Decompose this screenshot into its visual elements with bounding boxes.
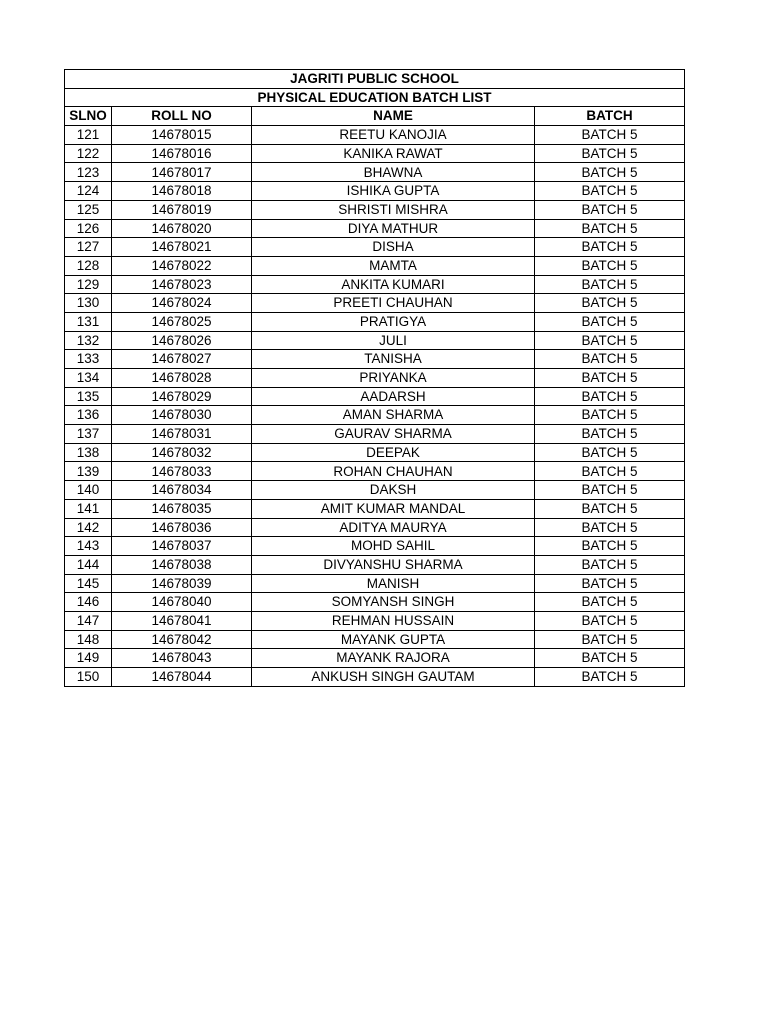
table-row (65, 275, 685, 294)
table-row (65, 649, 685, 668)
table-row (65, 163, 685, 182)
cell-slno: 140 (65, 481, 112, 500)
cell-roll-no: 14678035 (112, 499, 252, 518)
school-name: JAGRITI PUBLIC SCHOOL (65, 70, 685, 89)
cell-roll-no: 14678039 (112, 574, 252, 593)
cell-batch: BATCH 5 (535, 294, 685, 313)
table-row (65, 668, 685, 687)
cell-batch: BATCH 5 (535, 537, 685, 556)
cell-batch: BATCH 5 (535, 369, 685, 388)
list-title: PHYSICAL EDUCATION BATCH LIST (65, 88, 685, 107)
table-row (65, 331, 685, 350)
cell-name: ISHIKA GUPTA (252, 182, 535, 201)
cell-name: DAKSH (252, 481, 535, 500)
cell-roll-no: 14678036 (112, 518, 252, 537)
cell-batch: BATCH 5 (535, 256, 685, 275)
cell-batch: BATCH 5 (535, 555, 685, 574)
table-row (65, 350, 685, 369)
cell-slno: 148 (65, 630, 112, 649)
cell-name: MAYANK GUPTA (252, 630, 535, 649)
table-row (65, 294, 685, 313)
cell-batch: BATCH 5 (535, 406, 685, 425)
cell-slno: 141 (65, 499, 112, 518)
cell-name: BHAWNA (252, 163, 535, 182)
header-slno: SLNO (65, 107, 112, 126)
cell-batch: BATCH 5 (535, 481, 685, 500)
header-roll-no: ROLL NO (112, 107, 252, 126)
cell-name: PRATIGYA (252, 312, 535, 331)
cell-name: ADITYA MAURYA (252, 518, 535, 537)
cell-roll-no: 14678016 (112, 144, 252, 163)
cell-name: ROHAN CHAUHAN (252, 462, 535, 481)
cell-batch: BATCH 5 (535, 499, 685, 518)
cell-name: SHRISTI MISHRA (252, 200, 535, 219)
table-row (65, 238, 685, 257)
cell-slno: 145 (65, 574, 112, 593)
cell-name: PREETI CHAUHAN (252, 294, 535, 313)
cell-slno: 139 (65, 462, 112, 481)
cell-name: MAYANK RAJORA (252, 649, 535, 668)
cell-name: AMAN SHARMA (252, 406, 535, 425)
cell-batch: BATCH 5 (535, 200, 685, 219)
cell-roll-no: 14678042 (112, 630, 252, 649)
table-row (65, 369, 685, 388)
table-row (65, 593, 685, 612)
cell-batch: BATCH 5 (535, 163, 685, 182)
cell-roll-no: 14678044 (112, 668, 252, 687)
cell-batch: BATCH 5 (535, 312, 685, 331)
cell-roll-no: 14678038 (112, 555, 252, 574)
cell-slno: 135 (65, 387, 112, 406)
cell-name: GAURAV SHARMA (252, 425, 535, 444)
cell-roll-no: 14678026 (112, 331, 252, 350)
cell-roll-no: 14678023 (112, 275, 252, 294)
cell-roll-no: 14678015 (112, 126, 252, 145)
cell-roll-no: 14678041 (112, 611, 252, 630)
cell-roll-no: 14678024 (112, 294, 252, 313)
cell-roll-no: 14678018 (112, 182, 252, 201)
cell-name: JULI (252, 331, 535, 350)
cell-slno: 149 (65, 649, 112, 668)
cell-batch: BATCH 5 (535, 443, 685, 462)
cell-batch: BATCH 5 (535, 462, 685, 481)
header-batch: BATCH (535, 107, 685, 126)
cell-batch: BATCH 5 (535, 275, 685, 294)
cell-roll-no: 14678030 (112, 406, 252, 425)
table-row (65, 574, 685, 593)
cell-slno: 134 (65, 369, 112, 388)
cell-name: ANKUSH SINGH GAUTAM (252, 668, 535, 687)
cell-roll-no: 14678040 (112, 593, 252, 612)
table-row (65, 630, 685, 649)
cell-slno: 142 (65, 518, 112, 537)
batch-list-table (64, 69, 685, 687)
cell-slno: 144 (65, 555, 112, 574)
cell-slno: 136 (65, 406, 112, 425)
cell-slno: 123 (65, 163, 112, 182)
cell-slno: 150 (65, 668, 112, 687)
cell-slno: 125 (65, 200, 112, 219)
cell-slno: 130 (65, 294, 112, 313)
cell-name: MOHD SAHIL (252, 537, 535, 556)
table-row (65, 406, 685, 425)
cell-roll-no: 14678031 (112, 425, 252, 444)
cell-name: DIVYANSHU SHARMA (252, 555, 535, 574)
cell-name: DISHA (252, 238, 535, 257)
cell-roll-no: 14678032 (112, 443, 252, 462)
cell-slno: 146 (65, 593, 112, 612)
cell-batch: BATCH 5 (535, 182, 685, 201)
cell-slno: 122 (65, 144, 112, 163)
table-row (65, 312, 685, 331)
cell-name: AMIT KUMAR MANDAL (252, 499, 535, 518)
column-header-row (65, 107, 685, 126)
cell-batch: BATCH 5 (535, 668, 685, 687)
cell-roll-no: 14678022 (112, 256, 252, 275)
cell-roll-no: 14678028 (112, 369, 252, 388)
cell-batch: BATCH 5 (535, 518, 685, 537)
cell-roll-no: 14678019 (112, 200, 252, 219)
table-row (65, 144, 685, 163)
cell-batch: BATCH 5 (535, 630, 685, 649)
cell-roll-no: 14678017 (112, 163, 252, 182)
table-row (65, 425, 685, 444)
cell-roll-no: 14678021 (112, 238, 252, 257)
table-row (65, 462, 685, 481)
cell-slno: 131 (65, 312, 112, 331)
cell-name: DIYA MATHUR (252, 219, 535, 238)
cell-name: REETU KANOJIA (252, 126, 535, 145)
cell-slno: 124 (65, 182, 112, 201)
cell-batch: BATCH 5 (535, 649, 685, 668)
header-name: NAME (252, 107, 535, 126)
table-row (65, 219, 685, 238)
table-row (65, 518, 685, 537)
cell-roll-no: 14678027 (112, 350, 252, 369)
list-title-row (65, 88, 685, 107)
table-row (65, 537, 685, 556)
cell-name: TANISHA (252, 350, 535, 369)
cell-name: MANISH (252, 574, 535, 593)
cell-batch: BATCH 5 (535, 126, 685, 145)
school-name-row (65, 70, 685, 89)
cell-slno: 132 (65, 331, 112, 350)
cell-slno: 126 (65, 219, 112, 238)
cell-slno: 128 (65, 256, 112, 275)
cell-roll-no: 14678029 (112, 387, 252, 406)
table-row (65, 387, 685, 406)
cell-batch: BATCH 5 (535, 219, 685, 238)
cell-roll-no: 14678025 (112, 312, 252, 331)
cell-slno: 133 (65, 350, 112, 369)
cell-name: DEEPAK (252, 443, 535, 462)
cell-name: PRIYANKA (252, 369, 535, 388)
cell-batch: BATCH 5 (535, 350, 685, 369)
cell-name: AADARSH (252, 387, 535, 406)
cell-slno: 138 (65, 443, 112, 462)
cell-name: SOMYANSH SINGH (252, 593, 535, 612)
cell-name: MAMTA (252, 256, 535, 275)
cell-roll-no: 14678020 (112, 219, 252, 238)
cell-roll-no: 14678033 (112, 462, 252, 481)
cell-batch: BATCH 5 (535, 425, 685, 444)
cell-batch: BATCH 5 (535, 387, 685, 406)
table-row (65, 126, 685, 145)
table-row (65, 443, 685, 462)
table-row (65, 182, 685, 201)
cell-name: ANKITA KUMARI (252, 275, 535, 294)
table-row (65, 555, 685, 574)
table-body (65, 126, 685, 687)
cell-slno: 143 (65, 537, 112, 556)
table-row (65, 499, 685, 518)
cell-batch: BATCH 5 (535, 593, 685, 612)
cell-roll-no: 14678037 (112, 537, 252, 556)
cell-roll-no: 14678043 (112, 649, 252, 668)
cell-name: KANIKA RAWAT (252, 144, 535, 163)
cell-batch: BATCH 5 (535, 611, 685, 630)
cell-slno: 121 (65, 126, 112, 145)
table-row (65, 481, 685, 500)
cell-slno: 147 (65, 611, 112, 630)
table-row (65, 256, 685, 275)
cell-batch: BATCH 5 (535, 238, 685, 257)
cell-name: REHMAN HUSSAIN (252, 611, 535, 630)
cell-batch: BATCH 5 (535, 331, 685, 350)
cell-roll-no: 14678034 (112, 481, 252, 500)
table-row (65, 611, 685, 630)
cell-batch: BATCH 5 (535, 144, 685, 163)
cell-slno: 127 (65, 238, 112, 257)
table-row (65, 200, 685, 219)
cell-slno: 129 (65, 275, 112, 294)
cell-slno: 137 (65, 425, 112, 444)
cell-batch: BATCH 5 (535, 574, 685, 593)
